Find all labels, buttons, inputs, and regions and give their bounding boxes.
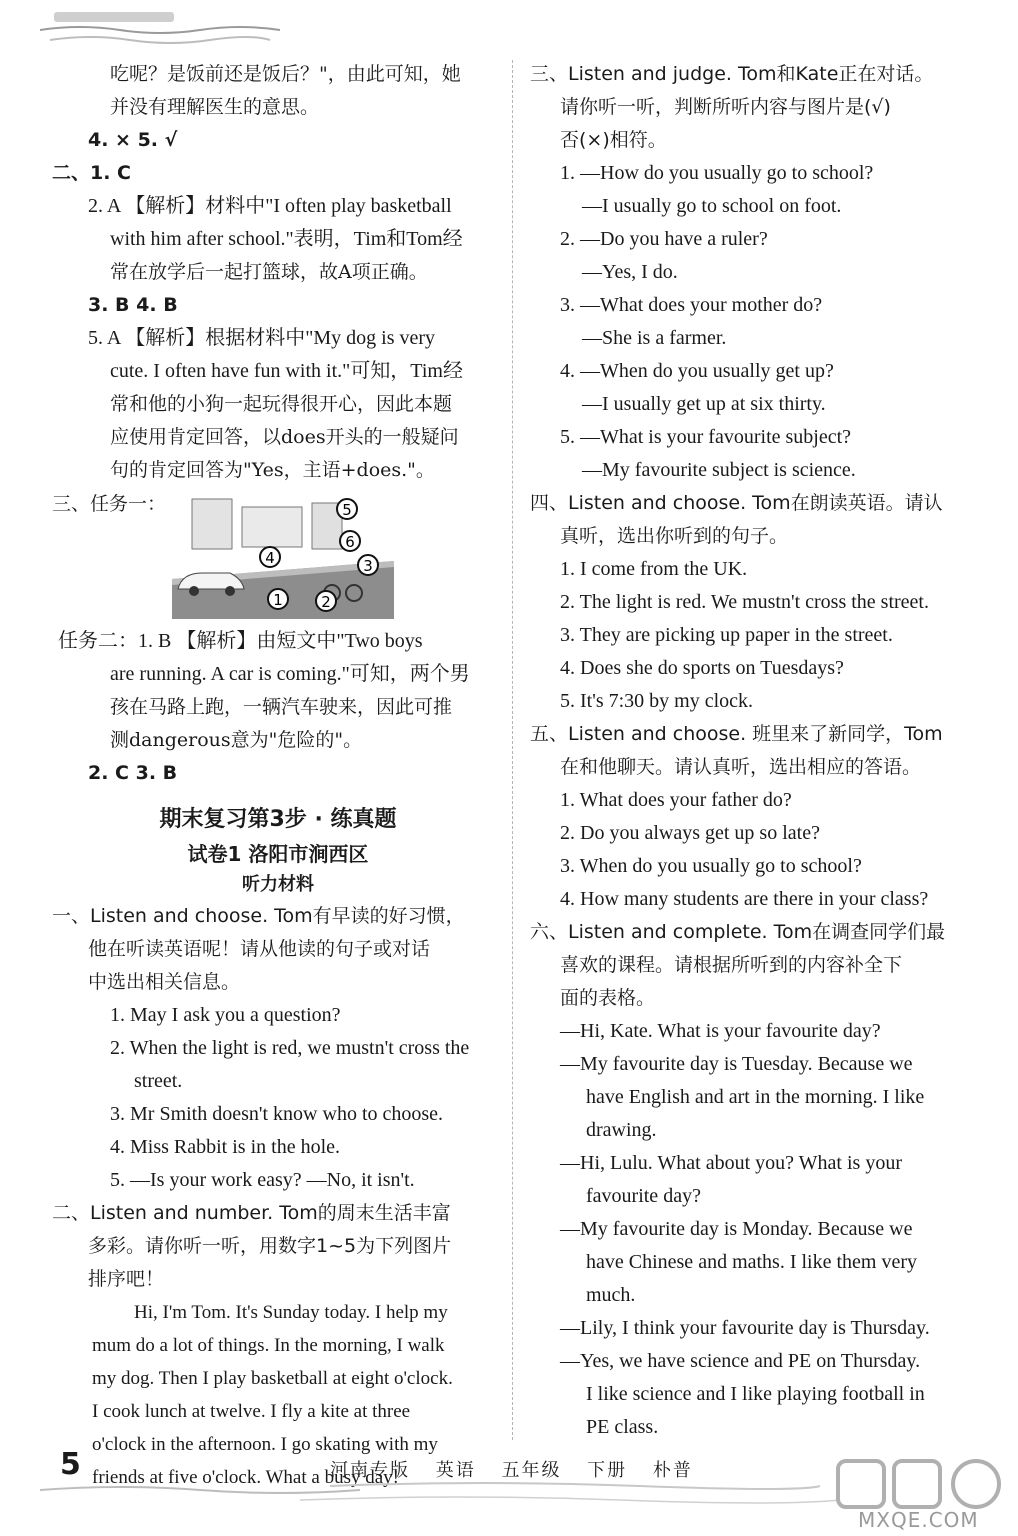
dialogue-line: much. [586, 1284, 636, 1306]
text-line: 常和他的小狗一起玩得很开心，因此本题 [110, 393, 453, 415]
section-heading: 中选出相关信息。 [88, 971, 241, 993]
dialogue-line: have English and art in the morning. I like [586, 1086, 925, 1108]
section-heading: 排序吧！ [88, 1268, 165, 1290]
dialogue-line: —My favourite subject is science. [582, 459, 856, 481]
passage-line: I cook lunch at twelve. I fly a kite at three [92, 1401, 411, 1422]
text-line: 句的肯定回答为"Yes，主语+does."。 [110, 459, 435, 481]
left-column [52, 58, 498, 1494]
scene-number: 4 [265, 549, 275, 567]
passage-line: o'clock in the afternoon. I go skating with my [92, 1434, 438, 1455]
text-line: cute. I often have fun with it."可知，Tim经 [110, 360, 463, 382]
question-item: 5. —Is your work easy? —No, it isn't. [110, 1169, 415, 1191]
dialogue-line: —I usually get up at six thirty. [582, 393, 826, 415]
street-scene-image [172, 489, 394, 619]
scene-number: 6 [345, 533, 355, 551]
watermark-text: MXQE.COM [858, 1508, 979, 1532]
question-item: 2. When the light is red, we mustn't cross the [110, 1037, 470, 1059]
section-heading: 三、Listen and judge. Tom和Kate正在对话。 [530, 63, 934, 85]
section-heading: 二、Listen and number. Tom的周末生活丰富 [52, 1202, 451, 1224]
text-line: 孩在马路上跑，一辆汽车驶来，因此可推 [110, 696, 453, 718]
question-item: 1. May I ask you a question? [110, 1004, 341, 1026]
text-line: are running. A car is coming."可知，两个男 [110, 663, 470, 685]
scene-number: 5 [342, 501, 352, 519]
section-heading: 面的表格。 [560, 987, 656, 1009]
passage-line: friends at five o'clock. What a busy day! [92, 1467, 399, 1488]
task-one-label: 三、任务一： [52, 493, 167, 515]
text-line: 常在放学后一起打篮球，故A项正确。 [110, 261, 428, 283]
section-heading: 五、Listen and choose. 班里来了新同学，Tom [530, 723, 943, 745]
task-one-row [52, 489, 498, 625]
dialogue-line: —Yes, we have science and PE on Thursday. [560, 1350, 921, 1372]
text-line: 并没有理解医生的意思。 [110, 96, 320, 118]
sentence-item: 5. It's 7:30 by my clock. [560, 690, 754, 712]
header-wave-decoration [40, 8, 290, 48]
dialogue-line: —Lily, I think your favourite day is Thursday. [560, 1317, 930, 1339]
dialogue-line: 3. —What does your mother do? [560, 294, 823, 316]
dialogue-line: 2. —Do you have a ruler? [560, 228, 768, 250]
scene-number: 2 [321, 593, 331, 611]
question-item: 2. Do you always get up so late? [560, 822, 820, 844]
scene-number: 3 [363, 557, 373, 575]
section-heading: 六、Listen and complete. Tom在调查同学们最 [530, 921, 946, 943]
question-item: 3. When do you usually go to school? [560, 855, 862, 877]
question-item: street. [134, 1070, 183, 1092]
sentence-item: 1. I come from the UK. [560, 558, 748, 580]
passage-line: Hi, I'm Tom. It's Sunday today. I help my [134, 1302, 448, 1323]
dialogue-line: —My favourite day is Tuesday. Because we [560, 1053, 913, 1075]
dialogue-line: 4. —When do you usually get up? [560, 360, 834, 382]
section-heading: 真听，选出你听到的句子。 [560, 525, 789, 547]
answer-line: 2. A 【解析】材料中"I often play basketball [88, 195, 452, 217]
listening-material-title: 听力材料 [242, 874, 314, 895]
text-line: 吃呢？是饭前还是饭后？"，由此可知，她 [110, 63, 461, 85]
dialogue-line: 1. —How do you usually go to school? [560, 162, 874, 184]
review-step-title: 期末复习第3步 · 练真题 [159, 807, 397, 832]
section-heading: 多彩。请你听一听，用数字1~5为下列图片 [88, 1235, 452, 1257]
answer-line: 3. B 4. B [88, 294, 178, 316]
question-item: 4. Miss Rabbit is in the hole. [110, 1136, 340, 1158]
dialogue-line: —Hi, Kate. What is your favourite day? [560, 1020, 881, 1042]
section-heading: 一、Listen and choose. Tom有早读的好习惯， [52, 905, 465, 927]
sentence-item: 2. The light is red. We mustn't cross the street. [560, 591, 929, 613]
sentence-item: 3. They are picking up paper in the street. [560, 624, 893, 646]
section-heading: 四、Listen and choose. Tom在朗读英语。请认 [530, 492, 943, 514]
dialogue-line: I like science and I like playing football in [586, 1383, 925, 1405]
answer-line: 4. × 5. √ [88, 129, 178, 151]
section-heading: 喜欢的课程。请根据所听到的内容补全下 [560, 954, 903, 976]
answer-section-2: 二、1. C [52, 162, 131, 184]
section-heading: 在和他聊天。请认真听，选出相应的答语。 [560, 756, 922, 778]
dialogue-line: PE class. [586, 1416, 659, 1438]
answer-line: 任务二：1. B 【解析】由短文中"Two boys [58, 630, 423, 652]
answer-line: 5. A 【解析】根据材料中"My dog is very [88, 327, 436, 349]
text-line: 应使用肯定回答，以does开头的一般疑问 [110, 426, 459, 448]
question-item: 4. How many students are there in your class? [560, 888, 929, 910]
dialogue-line: have Chinese and maths. I like them very [586, 1251, 918, 1273]
dialogue-line: favourite day? [586, 1185, 701, 1207]
text-line: 测dangerous意为"危险的"。 [110, 729, 363, 751]
dialogue-line: 5. —What is your favourite subject? [560, 426, 852, 448]
dialogue-line: —Yes, I do. [582, 261, 678, 283]
section-heading: 他在听读英语呢！请从他读的句子或对话 [88, 938, 431, 960]
dialogue-line: —She is a farmer. [582, 327, 727, 349]
question-item: 1. What does your father do? [560, 789, 792, 811]
text-line: with him after school."表明，Tim和Tom经 [110, 228, 463, 250]
scene-number: 1 [273, 591, 283, 609]
right-column [530, 58, 970, 1444]
column-divider [512, 60, 513, 1440]
dialogue-line: —My favourite day is Monday. Because we [560, 1218, 913, 1240]
section-heading: 否(×)相符。 [560, 129, 667, 151]
page-number: 5 [60, 1447, 81, 1482]
paper-title: 试卷1 洛阳市涧西区 [187, 842, 369, 866]
passage-line: my dog. Then I play basketball at eight o'clock. [92, 1368, 453, 1389]
footer-book-info: 河南专版 英语 五年级 下册 朴普 [330, 1460, 693, 1481]
question-item: 3. Mr Smith doesn't know who to choose. [110, 1103, 444, 1125]
section-heading: 请你听一听，判断所听内容与图片是(√) [560, 96, 891, 118]
dialogue-line: —I usually go to school on foot. [582, 195, 842, 217]
dialogue-line: —Hi, Lulu. What about you? What is your [560, 1152, 902, 1174]
dialogue-line: drawing. [586, 1119, 657, 1141]
passage-line: mum do a lot of things. In the morning, I walk [92, 1335, 445, 1356]
answer-line: 2. C 3. B [88, 762, 178, 784]
sentence-item: 4. Does she do sports on Tuesdays? [560, 657, 844, 679]
